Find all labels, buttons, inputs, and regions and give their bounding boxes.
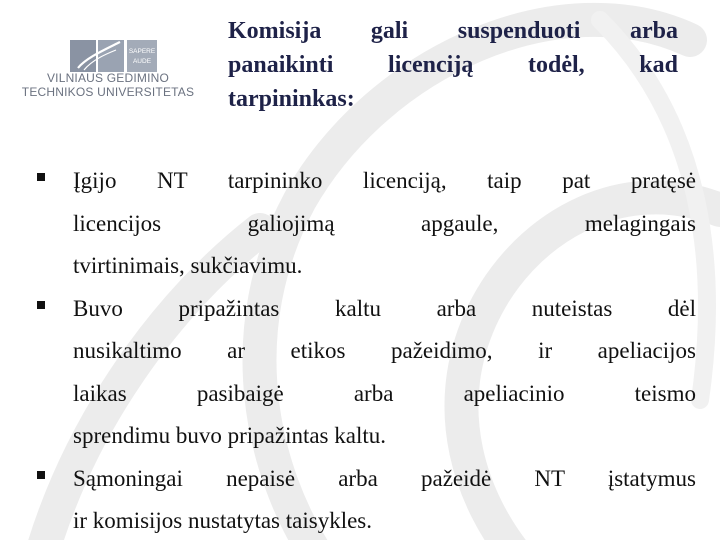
title-line: panaikinti licenciją todėl, kad [228, 52, 678, 78]
bullet-line: Įgijo NT tarpininko licenciją, taip pat pratęsė [73, 168, 696, 193]
bullet-line: sprendimu buvo pripažintas kaltu. [73, 423, 386, 448]
logo-text-line1: VILNIAUS GEDIMINO [46, 71, 170, 85]
bullet-item [36, 288, 696, 458]
bullet-item [36, 160, 696, 288]
bullet-line: Sąmoningai nepaisė arba pažeidė NT įstatymus [73, 465, 696, 491]
square-bullet-icon [36, 172, 46, 182]
bullet-line: tvirtinimais, sukčiavimu. [73, 253, 303, 278]
slide-title [228, 14, 678, 116]
bullet-line: ir komisijos nustatytas taisykles. [73, 508, 372, 533]
logo-text-line2: TECHNIKOS UNIVERSITETAS [21, 85, 195, 99]
title-line: tarpininkas: [228, 86, 355, 112]
square-bullet-icon [36, 470, 46, 480]
bullet-line: laikas pasibaigė arba apeliacinio teismo [73, 380, 696, 406]
title-line: Komisija gali suspenduoti arba [228, 18, 678, 44]
university-emblem-icon [70, 40, 188, 72]
logo-emblem-motto-1: SAPERE [128, 48, 156, 55]
logo-emblem-motto-2: AUDE [132, 58, 152, 65]
square-bullet-icon [36, 300, 46, 310]
bullet-item [36, 458, 696, 543]
university-logo [8, 40, 208, 104]
bullet-list [36, 160, 696, 543]
bullet-line: licencijos galiojimą apgaule, melagingais [73, 210, 696, 236]
bullet-line: nusikaltimo ar etikos pažeidimo, ir apeliacijos [73, 338, 696, 363]
bullet-line: Buvo pripažintas kaltu arba nuteistas dėl [73, 295, 696, 321]
